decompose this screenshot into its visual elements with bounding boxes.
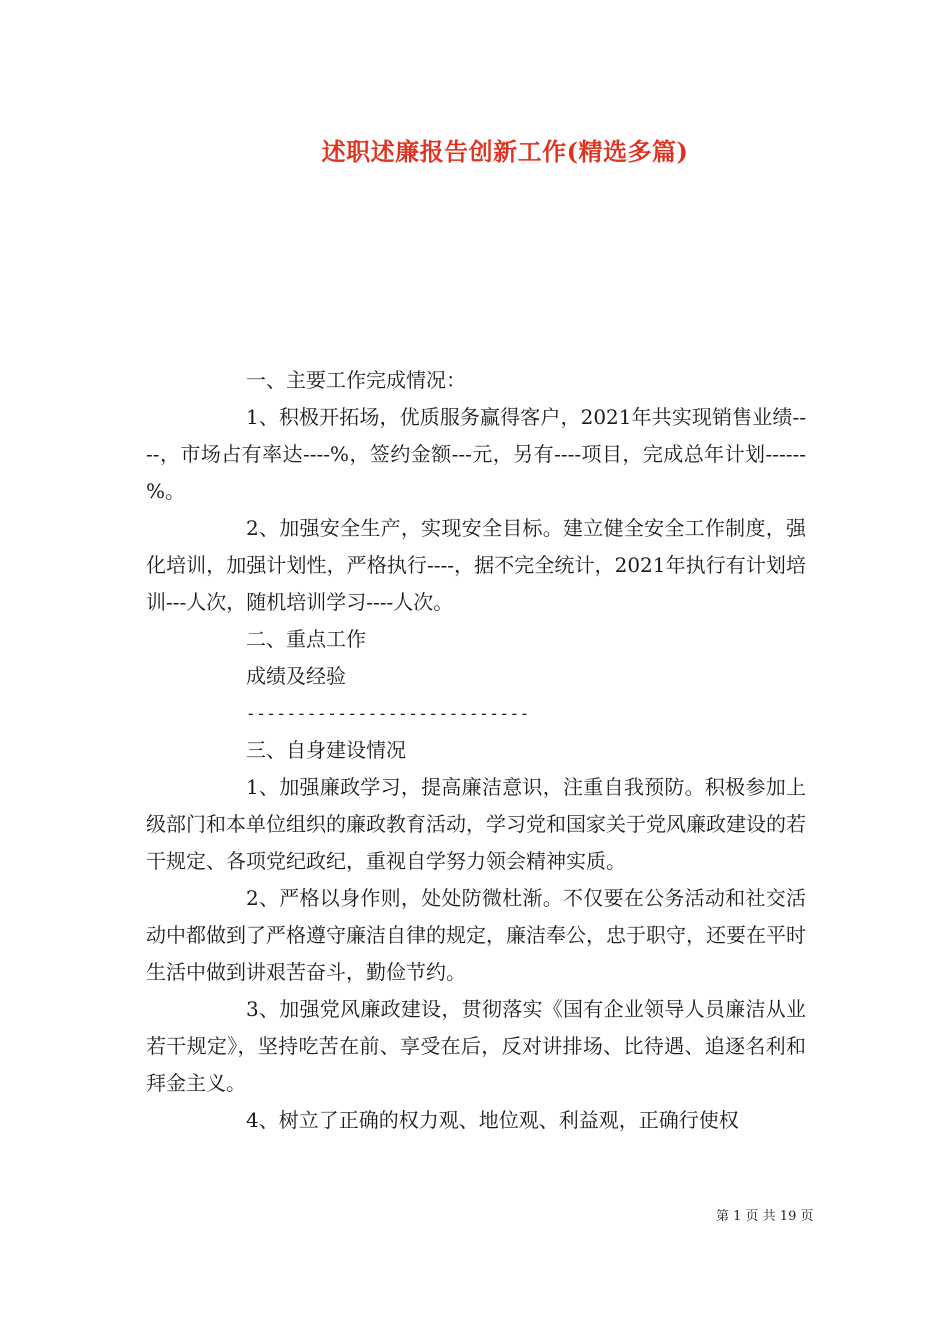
dash-line: ---------------------------- — [246, 704, 530, 723]
paragraph: 3、加强党风廉政建设，贯彻落实《国有企业领导人员廉洁从业若干规定》，坚持吃苦在前、享受在后，反对讲排场、比待遇、追逐名利和拜金主义。 — [146, 997, 806, 1095]
section-heading-1: 一、主要工作完成情况： — [246, 368, 466, 392]
paragraph: 2、加强安全生产，实现安全目标。建立健全安全工作制度，强化培训，加强计划性，严格执行----，据不完全统计，2021年执行有计划培训---人次，随机培训学习----人次。 — [146, 516, 806, 614]
section-heading-2: 二、重点工作 — [246, 627, 366, 651]
paragraph: 1、积极开拓场，优质服务赢得客户，2021年共实现销售业绩----，市场占有率达----%，签约金额---元，另有----项目，完成总年计划------%。 — [146, 405, 806, 503]
subheading: 成绩及经验 — [246, 664, 346, 688]
page-number: 第 1 页 共 19 页 — [716, 1209, 814, 1224]
paragraph: 4、树立了正确的权力观、地位观、利益观，正确行使权 — [246, 1108, 739, 1132]
document-body — [146, 362, 806, 1139]
paragraph: 1、加强廉政学习，提高廉洁意识，注重自我预防。积极参加上级部门和本单位组织的廉政教育活动，学习党和国家关于党风廉政建设的若干规定、各项党纪政纪，重视自学努力领会精神实质。 — [146, 775, 806, 873]
section-heading-3: 三、自身建设情况 — [246, 738, 406, 762]
paragraph: 2、严格以身作则，处处防微杜渐。不仅要在公务活动和社交活动中都做到了严格遵守廉洁自律的规定，廉洁奉公，忠于职守，还要在平时生活中做到讲艰苦奋斗，勤俭节约。 — [146, 886, 806, 984]
document-title: 述职述廉报告创新工作(精选多篇) — [321, 137, 689, 166]
